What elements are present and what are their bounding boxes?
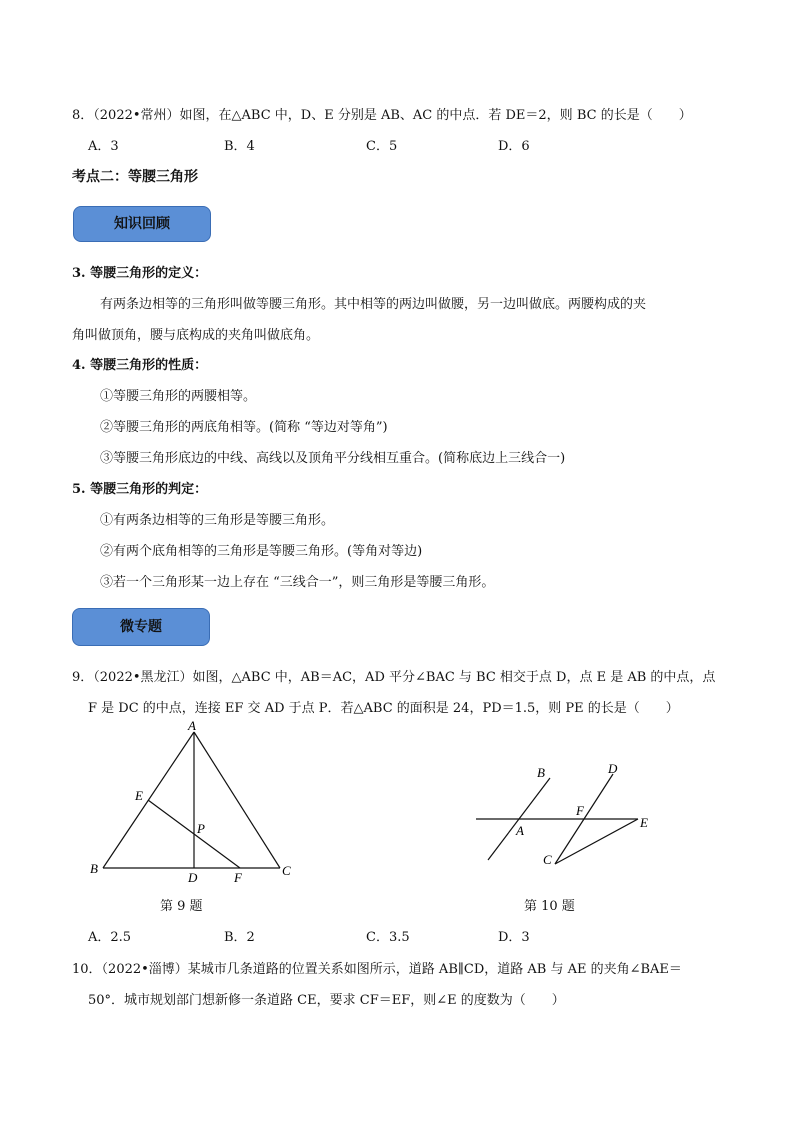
def-heading: 3. 等腰三角形的定义： (72, 266, 208, 281)
q9-option-d: D．3 (498, 930, 530, 945)
props-item-3: ③等腰三角形底边的中线、高线以及顶角平分线相互重合。(简称底边上三线合一) (100, 451, 566, 466)
fig9-label-f: F (234, 870, 242, 885)
figure-10 (470, 760, 670, 875)
q9-option-c: C．3.5 (366, 930, 410, 945)
section-title: 考点二：等腰三角形 (72, 169, 198, 185)
micro-topic-badge: 微专题 (72, 608, 210, 646)
fig9-segment-ac (194, 732, 280, 868)
q8-option-b: B．4 (224, 139, 255, 154)
fig9-label-p: P (197, 821, 205, 836)
fig9-label-b: B (90, 861, 98, 876)
q8-option-d: D．6 (498, 139, 530, 154)
fig10-label-d: D (608, 761, 618, 776)
review-badge: 知识回顾 (73, 206, 211, 242)
fig10-caption: 第 10 题 (524, 899, 575, 914)
fig10-label-a: A (516, 823, 524, 838)
fig9-label-a: A (188, 720, 196, 733)
q9-option-b: B．2 (224, 930, 255, 945)
q9-text-line2: F 是 DC 的中点，连接 EF 交 AD 于点 P．若△ABC 的面积是 24，PD＝1.5，则 PE 的长是（ ） (88, 701, 679, 716)
judge-item-1: ①有两条边相等的三角形是等腰三角形。 (100, 513, 335, 528)
judge-item-2: ②有两个底角相等的三角形是等腰三角形。(等角对等边) (100, 544, 423, 559)
figure-9 (80, 720, 310, 890)
q8-text: 8．（2022•常州）如图，在△ABC 中，D、E 分别是 AB、AC 的中点．若 DE＝2，则 BC 的长是（ ） (72, 108, 692, 123)
judge-item-3: ③若一个三角形某一边上存在 “三线合一”，则三角形是等腰三角形。 (100, 575, 495, 590)
fig10-road-ce (555, 819, 638, 864)
q8-option-c: C．5 (366, 139, 398, 154)
fig9-label-e: E (135, 788, 143, 803)
fig10-label-e: E (640, 815, 648, 830)
q8-option-a: A．3 (88, 139, 119, 154)
fig10-label-b: B (537, 765, 545, 780)
fig9-label-c: C (282, 863, 291, 878)
def-body-line2: 角叫做顶角，腰与底构成的夹角叫做底角。 (72, 328, 320, 343)
fig10-label-f: F (576, 803, 584, 818)
fig9-caption: 第 9 题 (160, 899, 203, 914)
props-heading: 4. 等腰三角形的性质： (72, 358, 208, 373)
judge-heading: 5. 等腰三角形的判定： (72, 482, 208, 497)
q10-text-line2: 50°．城市规划部门想新修一条道路 CE，要求 CF＝EF，则∠E 的度数为（ ） (88, 993, 565, 1008)
fig10-label-c: C (543, 852, 552, 867)
def-body-line1: 有两条边相等的三角形叫做等腰三角形。其中相等的两边叫做腰，另一边叫做底。两腰构成的夹 (100, 297, 647, 312)
props-item-2: ②等腰三角形的两底角相等。(简称 “等边对等角”) (100, 420, 388, 435)
q10-text-line1: 10．（2022•淄博）某城市几条道路的位置关系如图所示，道路 AB∥CD，道路 AB 与 AE 的夹角∠BAE＝ (72, 962, 682, 977)
props-item-1: ①等腰三角形的两腰相等。 (100, 389, 257, 404)
fig9-label-d: D (188, 870, 198, 885)
q9-text-line1: 9．（2022•黑龙江）如图，△ABC 中，AB＝AC，AD 平分∠BAC 与 BC 相交于点 D，点 E 是 AB 的中点，点 (72, 670, 716, 685)
q9-option-a: A．2.5 (88, 930, 132, 945)
